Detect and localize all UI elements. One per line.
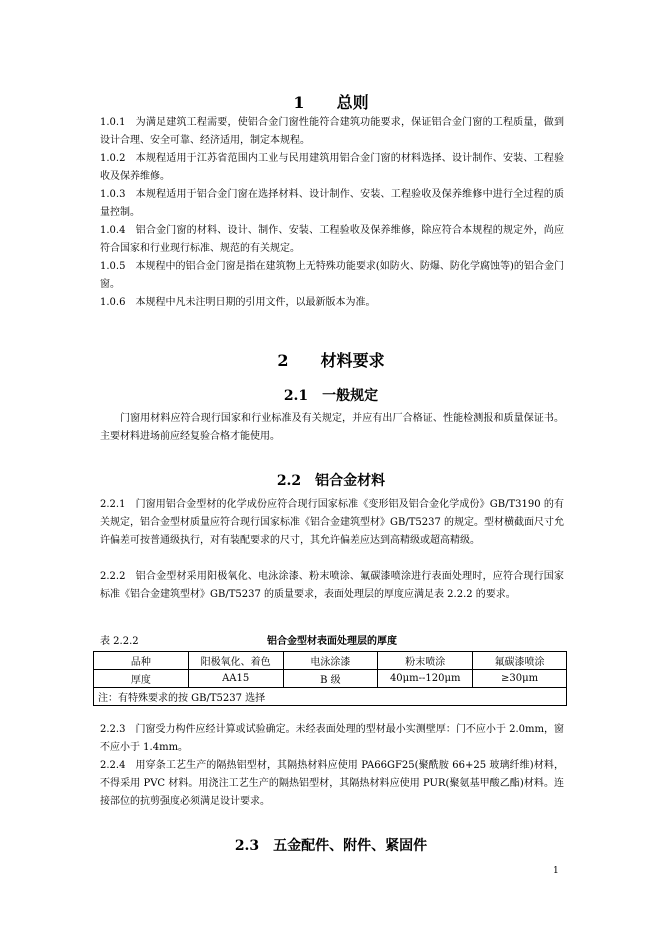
table-title: 铝合金型材表面处理层的厚度 [267, 636, 397, 647]
table-header-cell: 品种 [94, 652, 189, 670]
clause-1-0-5: 1.0.5 本规程中的铝合金门窗是指在建筑物上无特殊功能要求(如防火、防爆、防化学腐蚀等)的铝合金门窗。 [100, 261, 564, 290]
chapter-number: 1 [293, 93, 305, 112]
section-2-3-heading: 2.3 五金配件、附件、紧固件 [234, 838, 428, 854]
clause-2-2-2: 2.2.2 铝合金型材采用阳极氧化、电泳涂漆、粉末喷涂、氟碳漆喷涂进行表面处理时，应符合现行国家标准《铝合金建筑型材》GB/T5237 的质量要求，表面处理层的厚度应满足表 2.2.2 的要求。 [100, 571, 564, 600]
section-2-1-heading: 2.1 一般规定 [283, 388, 379, 404]
clause-1-0-3: 1.0.3 本规程适用于铝合金门窗在选择材料、设计制作、安装、工程验收及保养维修中进行全过程的质量控制。 [100, 189, 564, 218]
table-cell: ≥30μm [473, 670, 567, 688]
table-header-row [94, 652, 567, 670]
chapter-title: 总则 [336, 93, 369, 112]
section-2-1-text: 门窗用材料应符合现行国家和行业标准及有关规定，并应有出厂合格证、性能检测报和质量保证书。主要材料进场前应经复验合格才能使用。 [100, 413, 564, 442]
table-caption [100, 633, 564, 651]
chapter-2-heading [0, 348, 662, 371]
table-number: 表 2.2.2 [100, 636, 139, 647]
table-cell: 40μm--120μm [378, 670, 473, 688]
chapter-1-heading [0, 90, 662, 113]
table-header-cell: 电泳涂漆 [283, 652, 378, 670]
section-2-2-heading: 2.2 铝合金材料 [276, 473, 386, 489]
table-row [94, 670, 567, 688]
clause-2-2-4: 2.2.4 用穿条工艺生产的隔热铝型材，其隔热材料应使用 PA66GF25(聚酰胺 66+25 玻璃纤维)材料，不得采用 PVC 材料。用浇注工艺生产的隔热铝型材，其隔热材料应使用 PUR(聚氨基甲酸乙酯)材料。连接部位的抗剪强度必须满足设计要求。 [100, 760, 564, 807]
table-header-cell: 粉末喷涂 [378, 652, 473, 670]
page-number: 1 [553, 866, 559, 876]
clause-1-0-6: 1.0.6 本规程中凡未注明日期的引用文件，以最新版本为准。 [100, 297, 376, 308]
table-header-cell: 阳极氧化、着色 [188, 652, 283, 670]
clause-2-2-3: 2.2.3 门窗受力构件应经计算或试验确定。未经表面处理的型材最小实测壁厚：门不应小于 2.0mm，窗不应小于 1.4mm。 [100, 724, 564, 753]
table-note: 注：有特殊要求的按 GB/T5237 选择 [94, 688, 567, 706]
table-cell: AA15 [188, 670, 283, 688]
clause-1-0-4: 1.0.4 铝合金门窗的材料、设计、制作、安装、工程验收及保养维修，除应符合本规程的规定外，尚应符合国家和行业现行标准、规范的有关规定。 [100, 225, 564, 254]
clause-1-0-1: 1.0.1 为满足建筑工程需要，使铝合金门窗性能符合建筑功能要求，保证铝合金门窗的工程质量，做到设计合理、安全可靠、经济适用，制定本规程。 [100, 117, 564, 146]
table-header-cell: 氟碳漆喷涂 [473, 652, 567, 670]
clause-1-0-2: 1.0.2 本规程适用于江苏省范围内工业与民用建筑用铝合金门窗的材料选择、设计制作、安装、工程验收及保养维修。 [100, 153, 564, 182]
clause-2-2-1: 2.2.1 门窗用铝合金型材的化学成份应符合现行国家标准《变形铝及铝合金化学成份》GB/T3190 的有关规定，铝合金型材质量应符合现行国家标准《铝合金建筑型材》GB/T5237 的规定。型材横截面尺寸允许偏差可按普通级执行，对有装配要求的尺寸，其允许偏差应达到高精级或超高精级。 [100, 499, 565, 546]
table-note-row [94, 688, 567, 706]
coating-thickness-table [93, 651, 567, 706]
table-cell: B 级 [283, 670, 378, 688]
chapter-title: 材料要求 [320, 351, 385, 370]
chapter-number: 2 [277, 351, 289, 370]
table-cell: 厚度 [94, 670, 189, 688]
